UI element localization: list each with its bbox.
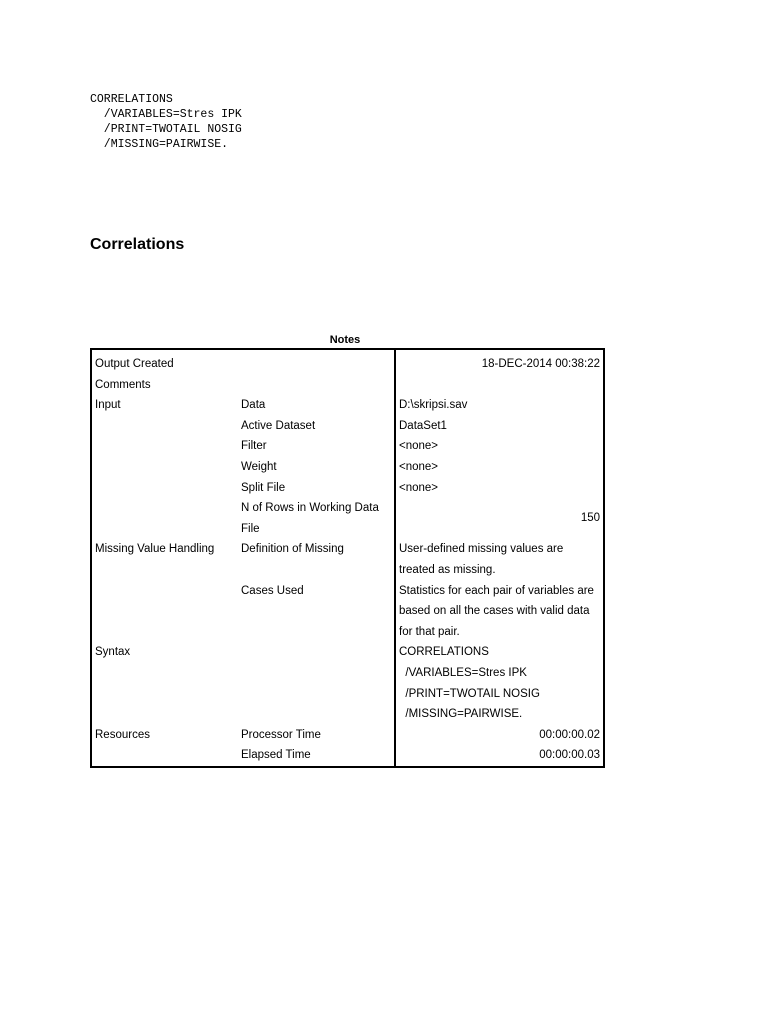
table-row bbox=[91, 642, 604, 724]
table-row bbox=[91, 395, 604, 416]
syntax-value-line: /PRINT=TWOTAIL NOSIG bbox=[399, 687, 540, 700]
table-row bbox=[91, 725, 604, 746]
notes-table bbox=[90, 348, 605, 768]
row-label: Syntax bbox=[91, 642, 238, 724]
row-value: D:\skripsi.sav bbox=[395, 395, 604, 416]
syntax-line: /VARIABLES=Stres IPK bbox=[90, 108, 242, 121]
row-value: 00:00:00.03 bbox=[395, 745, 604, 767]
table-row bbox=[91, 498, 604, 539]
row-value: <none> bbox=[395, 436, 604, 457]
notes-table-title: Notes bbox=[329, 334, 361, 346]
table-row bbox=[91, 745, 604, 767]
table-row bbox=[91, 478, 604, 499]
row-sublabel: N of Rows in Working Data File bbox=[238, 498, 395, 539]
table-row bbox=[91, 457, 604, 478]
row-value: 00:00:00.02 bbox=[395, 725, 604, 746]
row-sublabel: Data bbox=[238, 395, 395, 416]
row-sublabel: Split File bbox=[238, 478, 395, 499]
row-sublabel: Elapsed Time bbox=[238, 745, 395, 767]
syntax-value-line: CORRELATIONS bbox=[399, 646, 489, 659]
row-value bbox=[395, 375, 604, 396]
table-row bbox=[91, 375, 604, 396]
table-row bbox=[91, 416, 604, 437]
row-sublabel: Cases Used bbox=[238, 581, 395, 643]
syntax-line: /PRINT=TWOTAIL NOSIG bbox=[90, 123, 242, 136]
row-value: <none> bbox=[395, 457, 604, 478]
row-value: Statistics for each pair of variables are based on all the cases with valid data for that pair. bbox=[395, 581, 604, 643]
row-value: User-defined missing values are treated as missing. bbox=[395, 539, 604, 580]
table-row bbox=[91, 436, 604, 457]
syntax-line: CORRELATIONS bbox=[90, 93, 173, 106]
row-label: Output Created bbox=[91, 349, 238, 375]
row-sublabel: Processor Time bbox=[238, 725, 395, 746]
row-label: Input bbox=[91, 395, 238, 416]
row-value: <none> bbox=[395, 478, 604, 499]
row-label: Resources bbox=[91, 725, 238, 746]
row-value: 18-DEC-2014 00:38:22 bbox=[395, 349, 604, 375]
syntax-value bbox=[395, 642, 604, 724]
row-value: 150 bbox=[395, 498, 604, 539]
table-row bbox=[91, 349, 604, 375]
row-label: Missing Value Handling bbox=[91, 539, 238, 580]
syntax-line: /MISSING=PAIRWISE. bbox=[90, 138, 229, 151]
row-sublabel: Definition of Missing bbox=[238, 539, 395, 580]
syntax-value-line: /VARIABLES=Stres IPK bbox=[399, 666, 527, 679]
syntax-block bbox=[90, 92, 242, 152]
syntax-value-line: /MISSING=PAIRWISE. bbox=[399, 708, 523, 721]
row-value: DataSet1 bbox=[395, 416, 604, 437]
row-sublabel: Active Dataset bbox=[238, 416, 395, 437]
table-row bbox=[91, 539, 604, 580]
row-sublabel: Filter bbox=[238, 436, 395, 457]
section-heading: Correlations bbox=[90, 236, 185, 253]
table-row bbox=[91, 581, 604, 643]
row-sublabel: Weight bbox=[238, 457, 395, 478]
row-label: Comments bbox=[91, 375, 238, 396]
